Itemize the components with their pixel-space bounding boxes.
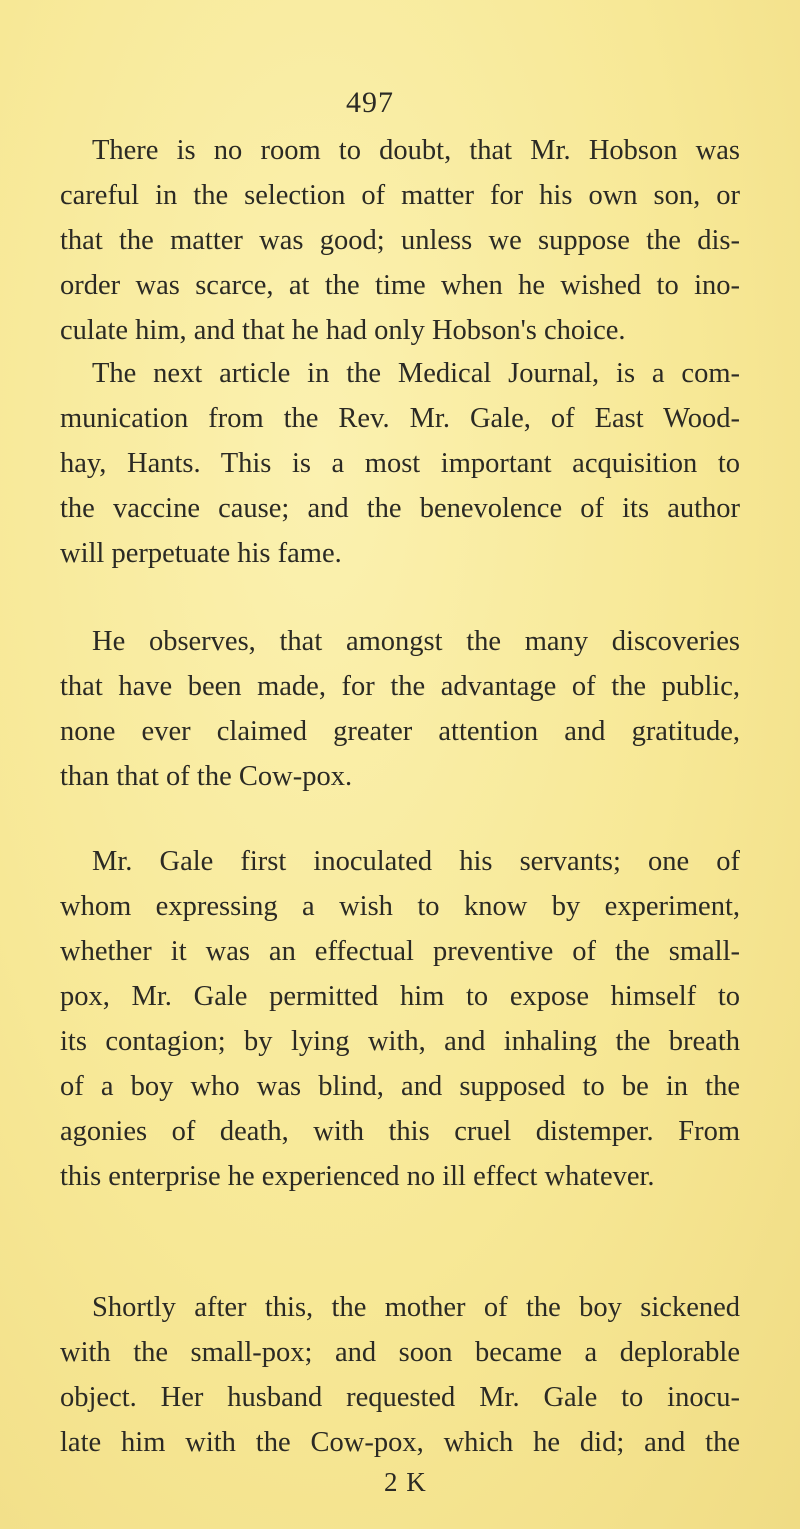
- paragraph-hobson-choice: [60, 128, 740, 353]
- text-line: with the small-pox; and soon became a deplorable: [60, 1337, 740, 1368]
- text-line: pox, Mr. Gale permitted him to expose himself to: [60, 981, 740, 1012]
- text-line: hay, Hants. This is a most important acquisition to: [60, 448, 740, 479]
- text-line: than that of the Cow-pox.: [60, 761, 353, 792]
- text-line: careful in the selection of matter for his own son, or: [60, 180, 740, 211]
- page-number: 497: [346, 86, 394, 119]
- text-line: that the matter was good; unless we suppose the dis-: [60, 225, 740, 256]
- paragraph-medical-journal: [60, 351, 740, 576]
- text-line: late him with the Cow-pox, which he did; and the: [60, 1427, 740, 1458]
- text-line: culate him, and that he had only Hobson's choice.: [60, 315, 626, 346]
- text-line: Shortly after this, the mother of the boy sickened: [92, 1292, 740, 1323]
- text-line: He observes, that amongst the many discoveries: [92, 626, 740, 657]
- text-line: The next article in the Medical Journal, is a com-: [92, 358, 740, 389]
- text-line: will perpetuate his fame.: [60, 538, 342, 569]
- text-line: Mr. Gale first inoculated his servants; one of: [92, 846, 740, 877]
- text-line: that have been made, for the advantage of the public,: [60, 671, 740, 702]
- text-line: agonies of death, with this cruel distemper. From: [60, 1116, 740, 1147]
- text-line: its contagion; by lying with, and inhaling the breath: [60, 1026, 740, 1057]
- text-line: this enterprise he experienced no ill effect whatever.: [60, 1161, 655, 1192]
- signature-mark: 2 K: [384, 1467, 427, 1497]
- text-line: none ever claimed greater attention and gratitude,: [60, 716, 740, 747]
- text-line: There is no room to doubt, that Mr. Hobson was: [92, 135, 740, 166]
- text-line: munication from the Rev. Mr. Gale, of East Wood-: [60, 403, 740, 434]
- text-line: the vaccine cause; and the benevolence of its author: [60, 493, 740, 524]
- text-line: whether it was an effectual preventive of the small-: [60, 936, 740, 967]
- paragraph-gale-servants: [60, 839, 740, 1199]
- text-line: object. Her husband requested Mr. Gale to inocu-: [60, 1382, 740, 1413]
- paragraph-discoveries: [60, 619, 740, 799]
- text-line: whom expressing a wish to know by experiment,: [60, 891, 740, 922]
- paragraph-mother-sickened: [60, 1285, 740, 1465]
- text-line: of a boy who was blind, and supposed to be in the: [60, 1071, 740, 1102]
- text-line: order was scarce, at the time when he wished to ino-: [60, 270, 740, 301]
